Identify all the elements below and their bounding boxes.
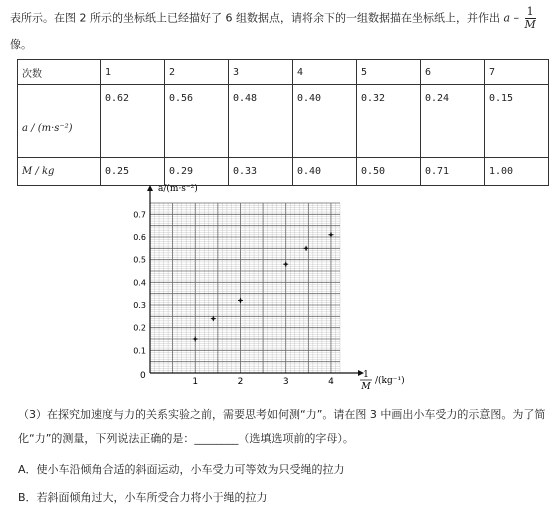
x-axis-label-unit: /(kg⁻¹) [375, 376, 405, 386]
row-header-mass: M / kg [18, 158, 101, 186]
x-axis-label-denominator: M [361, 382, 371, 392]
trial-cell: 7 [485, 60, 549, 85]
y-tick-label: 0.7 [133, 210, 146, 220]
data-point [238, 298, 243, 303]
y-tick-label: 0.2 [133, 323, 146, 333]
y-tick-label: 0.3 [133, 301, 146, 310]
data-point-dot [194, 338, 197, 341]
x-tick-label: 4 [328, 377, 334, 387]
data-point-dot [239, 299, 242, 302]
option-b: B．若斜面倾角过大，小车所受合力将小于绳的拉力 [18, 491, 268, 504]
row-header-trial: 次数 [18, 60, 101, 85]
a-value-cell: 0.32 [357, 85, 421, 158]
row-header-acceleration: a / (m·s⁻²) [18, 85, 101, 158]
x-tick-label: 1 [192, 377, 199, 387]
m-value-cell: 0.33 [229, 158, 293, 186]
y-tick-label: 0.1 [133, 346, 146, 356]
data-point-dot [212, 317, 215, 320]
question-line-2: 化“力”的测量，下列说法正确的是：________（选填选项前的字母）。 [18, 432, 354, 445]
data-point [193, 337, 198, 342]
x-tick-label: 3 [282, 377, 289, 387]
origin-label: 0 [140, 371, 146, 381]
m-value-cell: 1.00 [485, 158, 549, 186]
intro-text: 表所示。在图 2 所示的坐标纸上已经描好了 6 组数据点，请将余下的一组数据描在坐标纸上，并作出 [10, 11, 500, 25]
a-value-cell: 0.15 [485, 85, 549, 158]
chart-grid-minor [150, 203, 340, 373]
y-tick-label: 0.4 [133, 278, 146, 288]
data-point-dot [330, 233, 333, 236]
graph-paper-chart [130, 181, 420, 396]
data-point [328, 232, 333, 237]
data-point-dot [305, 247, 308, 250]
trial-cell: 2 [165, 60, 229, 85]
x-axis-label [360, 370, 405, 392]
intro-line-2: 像。 [10, 38, 32, 51]
y-tick-label: 0.6 [133, 233, 146, 242]
x-tick-label: 2 [237, 377, 244, 387]
data-point [283, 262, 288, 267]
m-value-cell: 0.71 [421, 158, 485, 186]
data-table [17, 59, 549, 186]
data-point-dot [284, 263, 287, 266]
a-value-cell: 0.48 [229, 85, 293, 158]
m-value-cell: 0.29 [165, 158, 229, 186]
y-axis-label: a/(m·s⁻²) [158, 184, 198, 194]
intro-fraction [525, 6, 536, 31]
m-value-cell: 0.40 [293, 158, 357, 186]
trial-cell: 3 [229, 60, 293, 85]
m-value-cell: 0.50 [357, 158, 421, 186]
table-row [18, 60, 549, 85]
chart-axes [147, 185, 364, 376]
a-value-cell: 0.56 [165, 85, 229, 158]
data-point [211, 316, 216, 321]
intro-formula-lhs: a – [503, 11, 520, 25]
a-value-cell: 0.40 [293, 85, 357, 158]
m-value-cell: 0.25 [101, 158, 165, 186]
a-value-cell: 0.62 [101, 85, 165, 158]
table-row [18, 85, 549, 158]
intro-line-1 [10, 6, 536, 31]
fraction-numerator: 1 [525, 6, 536, 19]
trial-cell: 5 [357, 60, 421, 85]
trial-cell: 6 [421, 60, 485, 85]
x-axis-label-numerator: 1 [363, 370, 369, 380]
y-tick-label: 0.5 [133, 255, 146, 265]
y-axis-arrow-icon [147, 185, 153, 191]
a-value-cell: 0.24 [421, 85, 485, 158]
option-a: A．使小车沿倾角合适的斜面运动，小车受力可等效为只受绳的拉力 [18, 463, 345, 476]
data-point [304, 246, 309, 251]
fraction-denominator: M [524, 18, 536, 31]
trial-cell: 1 [101, 60, 165, 85]
trial-cell: 4 [293, 60, 357, 85]
question-line-1: （3）在探究加速度与力的关系实验之前，需要思考如何测“力”。请在图 3 中画出小车受力的示意图。为了简 [18, 408, 546, 421]
